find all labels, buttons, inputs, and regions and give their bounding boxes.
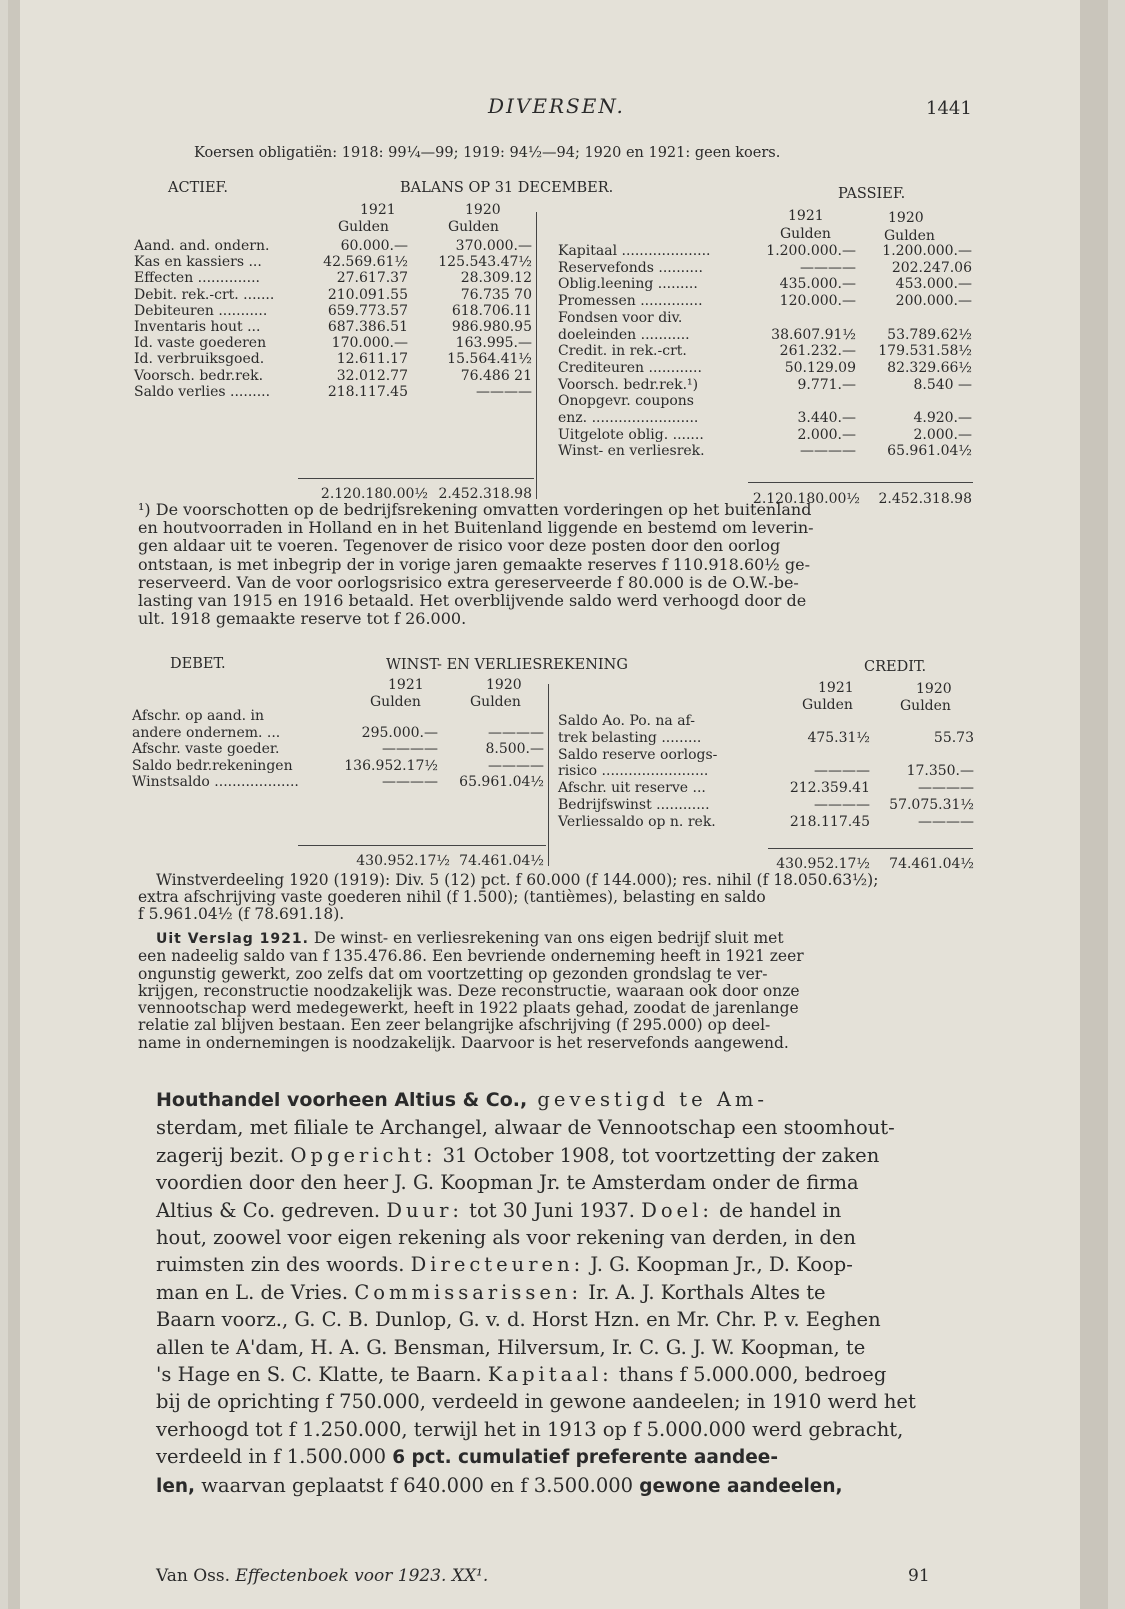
passief-total-rule [748, 482, 973, 483]
footnote-line: gen aldaar uit te voeren. Tegenover de risico voor deze posten door den oorlog [138, 536, 781, 556]
debet-row-label: Afschr. op aand. in [132, 708, 265, 724]
actief-total-1921: 2.120.180.00½ [320, 486, 428, 502]
passief-row-label: Voorsch. bedr.rek.¹) [558, 376, 699, 393]
company-text: tot 30 Juni 1937. [462, 1198, 642, 1222]
passief-row-1921: ———— [800, 443, 856, 460]
passief-row-1921: 435.000.— [779, 276, 856, 293]
winstverdeeling-line: f 5.961.04½ (f 78.691.18). [138, 905, 345, 923]
company-text: hout, zoowel voor eigen rekening als voor rekening van derden, in den [156, 1226, 856, 1250]
passief-unit-1920: Gulden [884, 228, 935, 244]
winst-title: WINST- EN VERLIESREKENING [386, 657, 628, 673]
passief-row-1921: ———— [800, 259, 856, 276]
actief-row-1921: 218.117.45 [327, 383, 408, 400]
passief-year-1921: 1921 [788, 208, 824, 224]
actief-label: ACTIEF. [168, 180, 228, 196]
verslag-label: Uit Verslag 1921. [156, 931, 309, 947]
company-text: 31 October 1908, tot voortzetting der zaken [436, 1143, 880, 1167]
actief-row-1920: ———— [476, 383, 532, 400]
credit-row-label: risico ........................ [558, 763, 709, 780]
page-edge [1080, 0, 1108, 1609]
passief-row-label: Fondsen voor div. [558, 309, 683, 326]
passief-total-1921: 2.120.180.00½ [752, 491, 860, 507]
preferente-aandeelen: len, [156, 1475, 196, 1497]
debet-row-label: Winstsaldo ................... [132, 774, 299, 790]
company-text: bij de oprichting f 750.000, verdeeld in gewone aandeelen; in 1910 werd het [156, 1390, 916, 1414]
credit-row-1920: 57.075.31½ [889, 797, 974, 813]
running-title: DIVERSEN. [488, 94, 625, 118]
passief-unit-1921: Gulden [780, 226, 831, 242]
actief-row-1921: 170.000.— [331, 335, 408, 352]
company-text: verdeeld in f 1.500.000 [156, 1445, 393, 1469]
company-text: allen te A'dam, H. A. G. Bensman, Hilversum, Ir. C. G. J. W. Koopman, te [156, 1335, 866, 1359]
credit-row-1921: ———— [814, 797, 870, 813]
credit-row-1921: 475.31½ [807, 729, 870, 746]
debet-total-rule [298, 845, 546, 846]
actief-row-1920: 76.486 21 [460, 367, 532, 384]
kapitaal-label: Kapitaal: [487, 1363, 613, 1387]
credit-row-label: Afschr. uit reserve ... [558, 780, 706, 797]
company-text: zagerij bezit. [156, 1143, 291, 1167]
company-text: gevestigd te Am- [527, 1088, 768, 1111]
debet-row-1921: ———— [382, 774, 438, 790]
actief-row-1920: 15.564.41½ [447, 351, 532, 368]
credit-row-label: Verliessaldo op n. rek. [558, 813, 716, 830]
debet-year-1920: 1920 [486, 677, 522, 693]
company-name: Houthandel voorheen Altius & Co., [156, 1089, 528, 1111]
debet-unit-1920: Gulden [470, 694, 521, 710]
passief-row-label: Uitgelote oblig. ....... [558, 426, 704, 443]
credit-row-1920: ———— [918, 780, 974, 797]
passief-row-label: Promessen .............. [558, 293, 703, 310]
company-text: man en L. de Vries. [156, 1280, 355, 1304]
debet-row-1920: 8.500.— [485, 741, 544, 757]
debet-total-1921: 430.952.17½ [356, 853, 450, 869]
koersen-line: Koersen obligatiën: 1918: 99¼—99; 1919: 94½—94; 1920 en 1921: geen koers. [194, 145, 781, 161]
passief-row-label: Crediteuren ............ [558, 359, 702, 376]
debet-row-1920: 65.961.04½ [459, 774, 544, 790]
passief-row-1921: 1.200.000.— [766, 243, 856, 259]
actief-row-label: Saldo verlies ......... [134, 383, 271, 400]
actief-row-1920: 370.000.— [455, 238, 532, 254]
passief-row-label: Kapitaal .................... [558, 243, 711, 259]
company-text: ruimsten zin des woords. [156, 1253, 411, 1277]
credit-row-label: Saldo Ao. Po. na af- [558, 713, 695, 729]
actief-row-label: Inventaris hout ... [134, 319, 261, 335]
credit-row-label: trek belasting ......... [558, 729, 702, 746]
page-footer [156, 1566, 956, 1586]
passief-row-1920: 82.329.66½ [887, 359, 972, 376]
passief-row-1921: 3.440.— [797, 410, 856, 426]
passief-row-1920: 453.000.— [895, 276, 972, 293]
verslag-line: vennootschap werd medegewerkt, heeft in 1922 plaats gehad, zoodat de jarenlange [138, 999, 799, 1018]
verslag-line: krijgen, reconstructie noodzakelijk was. Deze reconstructie, waaraan ook door onze [138, 981, 800, 1000]
actief-total-1920: 2.452.318.98 [438, 486, 532, 502]
actief-row-label: Effecten .............. [134, 270, 260, 287]
binding-edge [8, 0, 20, 1609]
credit-unit-1920: Gulden [900, 698, 951, 714]
balans-footnote [138, 501, 978, 628]
actief-total-rule [298, 478, 534, 479]
credit-row-1921: 218.117.45 [789, 813, 870, 830]
company-text: J. G. Koopman Jr., D. Koop- [584, 1253, 853, 1277]
verslag-line: De winst- en verliesrekening van ons eigen bedrijf sluit met [308, 929, 784, 947]
passief-row-1921: 261.232.— [779, 343, 856, 360]
passief-row-label: doeleinden ........... [558, 326, 690, 343]
debet-row-1921: 295.000.— [361, 724, 438, 741]
doel-label: Doel: [641, 1198, 713, 1222]
passief-row-1920: 2.000.— [913, 426, 972, 443]
footer-signature: 91 [908, 1566, 930, 1586]
debet-label: DEBET. [170, 656, 226, 672]
credit-year-1921: 1921 [818, 680, 854, 696]
passief-row-label: Reservefonds .......... [558, 259, 703, 276]
footnote-line: reserveerd. Van de voor oorlogsrisico extra gereserveerde f 80.000 is de O.W.-be- [138, 572, 799, 592]
gewone-aandeelen: gewone aandeelen, [639, 1475, 843, 1497]
footnote-line: ult. 1918 gemaakte reserve tot f 26.000. [138, 609, 467, 629]
actief-row-1920: 28.309.12 [460, 270, 532, 287]
actief-row-1921: 60.000.— [340, 238, 408, 254]
company-text: waarvan geplaatst f 640.000 en f 3.500.000 [195, 1473, 640, 1497]
actief-row-1920: 76.735 70 [460, 286, 532, 303]
actief-row-1921: 32.012.77 [336, 367, 408, 384]
passief-row-label: Winst- en verliesrek. [558, 443, 705, 460]
actief-row-1920: 125.543.47½ [438, 254, 532, 271]
actief-row-label: Voorsch. bedr.rek. [134, 367, 264, 384]
passief-row-label: Oblig.leening ......... [558, 276, 698, 293]
passief-row-label: Onopgevr. coupons [558, 393, 694, 410]
credit-row-label: Bedrijfswinst ............ [558, 797, 710, 813]
footer-source: Van Oss. [156, 1566, 236, 1586]
footnote-line: ontstaan, is met inbegrip der in vorige jaren gemaakte reserves f 110.918.60½ ge- [138, 554, 811, 574]
company-text: Altius & Co. gedreven. [156, 1198, 387, 1222]
winstverdeeling-line: Winstverdeeling 1920 (1919): Div. 5 (12) pct. f 60.000 (f 144.000); res. nihil (f 18.050.63½); [156, 871, 879, 889]
passief-row-1921: 38.607.91½ [771, 326, 856, 343]
company-text: thans f 5.000.000, bedroeg [612, 1363, 887, 1387]
page-header [8, 94, 1008, 124]
company-text: voordien door den heer J. G. Koopman Jr. te Amsterdam onder de firma [156, 1171, 859, 1195]
passief-row-1920: 8.540 — [913, 376, 972, 393]
credit-total-1921: 430.952.17½ [776, 856, 870, 872]
commissarissen-label: Commissarissen: [354, 1280, 583, 1304]
debet-unit-1921: Gulden [370, 694, 421, 710]
passief-row-1920: 53.789.62½ [887, 326, 972, 343]
credit-label: CREDIT. [864, 659, 927, 675]
company-text: Ir. A. J. Korthals Altes te [582, 1280, 826, 1304]
actief-year-1920: 1920 [465, 202, 501, 218]
credit-row-1921: 212.359.41 [789, 780, 870, 797]
actief-row-1920: 986.980.95 [451, 319, 532, 335]
winst-divider [548, 684, 549, 866]
company-text: Baarn voorz., G. C. B. Dunlop, G. v. d. Horst Hzn. en Mr. Chr. P. v. Eeghen [156, 1308, 881, 1332]
actief-row-label: Id. vaste goederen [134, 335, 267, 352]
passief-row-label: Credit. in rek.-crt. [558, 343, 687, 360]
verslag-line: een nadeelig saldo van f 135.476.86. Een bevriende onderneming heeft in 1921 zeer [138, 947, 804, 966]
debet-row-1920: ———— [488, 757, 544, 774]
actief-year-1921: 1921 [360, 202, 396, 218]
debet-row-label: Afschr. vaste goeder. [132, 741, 280, 757]
actief-unit-1920: Gulden [448, 219, 499, 235]
passief-row-1921: 9.771.— [797, 376, 856, 393]
actief-row-label: Debiteuren ........... [134, 302, 268, 319]
passief-row-1921: 2.000.— [797, 426, 856, 443]
actief-row-1921: 42.569.61½ [323, 254, 408, 271]
footnote-line: en houtvoorraden in Holland en in het Buitenland liggende en bestemd om leverin- [138, 518, 814, 538]
company-text: 's Hage en S. C. Klatte, te Baarn. [156, 1363, 488, 1387]
passief-row-1920: 65.961.04½ [887, 443, 972, 460]
actief-row-label: Debit. rek.-crt. ....... [134, 286, 275, 303]
passief-row-1920: 202.247.06 [891, 259, 972, 276]
credit-unit-1921: Gulden [802, 697, 853, 713]
passief-row-1920: 200.000.— [895, 293, 972, 310]
passief-row-1920: 4.920.— [913, 410, 972, 426]
credit-row-1920: 55.73 [933, 729, 974, 746]
actief-row-label: Aand. and. ondern. [134, 238, 270, 254]
debet-row-1921: 136.952.17½ [344, 757, 438, 774]
actief-row-1921: 12.611.17 [336, 351, 408, 368]
actief-unit-1921: Gulden [338, 219, 389, 235]
verslag [138, 930, 978, 1052]
passief-row-1920: 1.200.000.— [882, 243, 972, 259]
credit-year-1920: 1920 [916, 681, 952, 697]
passief-row-1920: 179.531.58½ [878, 343, 972, 360]
book-page [8, 0, 1108, 1609]
debet-row-1920: ———— [488, 724, 544, 741]
actief-row-label: Kas en kassiers ... [134, 254, 262, 271]
debet-row-label: andere ondernem. ... [132, 724, 281, 741]
actief-row-1921: 210.091.55 [327, 286, 408, 303]
winstverdeeling-line: extra afschrijving vaste goederen nihil (f 1.500); (tantièmes), belasting en saldo [138, 888, 766, 906]
passief-total-1920: 2.452.318.98 [878, 491, 972, 507]
debet-row-1921: ———— [382, 741, 438, 757]
passief-row-1921: 120.000.— [779, 293, 856, 310]
company-entry [156, 1086, 966, 1500]
credit-row-label: Saldo reserve oorlogs- [558, 746, 718, 763]
duur-label: Duur: [386, 1198, 463, 1222]
actief-row-1921: 27.617.37 [336, 270, 408, 287]
actief-row-1920: 618.706.11 [451, 302, 532, 319]
actief-row-1920: 163.995.— [455, 335, 532, 352]
directeuren-label: Directeuren: [410, 1253, 585, 1277]
opgericht-label: Opgericht: [290, 1143, 437, 1167]
credit-row-1921: ———— [814, 763, 870, 780]
credit-total-1920: 74.461.04½ [889, 856, 974, 872]
verslag-line: ongunstig gewerkt, zoo zelfs dat om voortzetting op gezonden grondslag te ver- [138, 964, 768, 983]
actief-row-1921: 687.386.51 [327, 319, 408, 335]
company-text: de handel in [712, 1198, 842, 1222]
debet-row-label: Saldo bedr.rekeningen [132, 757, 293, 774]
preferente-aandeelen: 6 pct. cumulatief preferente aandee- [392, 1447, 779, 1469]
winstverdeeling [138, 872, 978, 923]
footnote-line: ¹) De voorschotten op de bedrijfsrekening omvatten vorderingen op het buitenland [138, 500, 812, 519]
debet-total-1920: 74.461.04½ [459, 853, 544, 869]
balans-title: BALANS OP 31 DECEMBER. [400, 180, 614, 196]
page-number: 1441 [926, 98, 972, 119]
credit-row-1920: ———— [918, 813, 974, 830]
passief-year-1920: 1920 [888, 210, 924, 226]
footnote-line: lasting van 1915 en 1916 betaald. Het overblijvende saldo werd verhoogd door de [138, 591, 807, 611]
credit-total-rule [768, 848, 973, 849]
credit-row-1920: 17.350.— [906, 763, 974, 780]
verslag-line: name in ondernemingen is noodzakelijk. Daarvoor is het reservefonds aangewend. [138, 1033, 789, 1052]
passief-label: PASSIEF. [838, 186, 906, 202]
company-text: verhoogd tot f 1.250.000, terwijl het in 1913 op f 5.000.000 werd gebracht, [156, 1417, 904, 1441]
footer-book: Effectenboek voor 1923. XX¹. [235, 1566, 489, 1586]
actief-row-label: Id. verbruiksgoed. [134, 351, 265, 368]
company-text: sterdam, met filiale te Archangel, alwaar de Vennootschap een stoomhout- [156, 1116, 895, 1140]
actief-row-1921: 659.773.57 [327, 302, 408, 319]
balans-divider [536, 212, 537, 499]
verslag-line: relatie zal blijven bestaan. Een zeer belangrijke afschrijving (f 295.000) op deel- [138, 1016, 771, 1035]
passief-row-label: enz. ........................ [558, 410, 699, 426]
debet-year-1921: 1921 [388, 677, 424, 693]
passief-row-1921: 50.129.09 [784, 359, 856, 376]
